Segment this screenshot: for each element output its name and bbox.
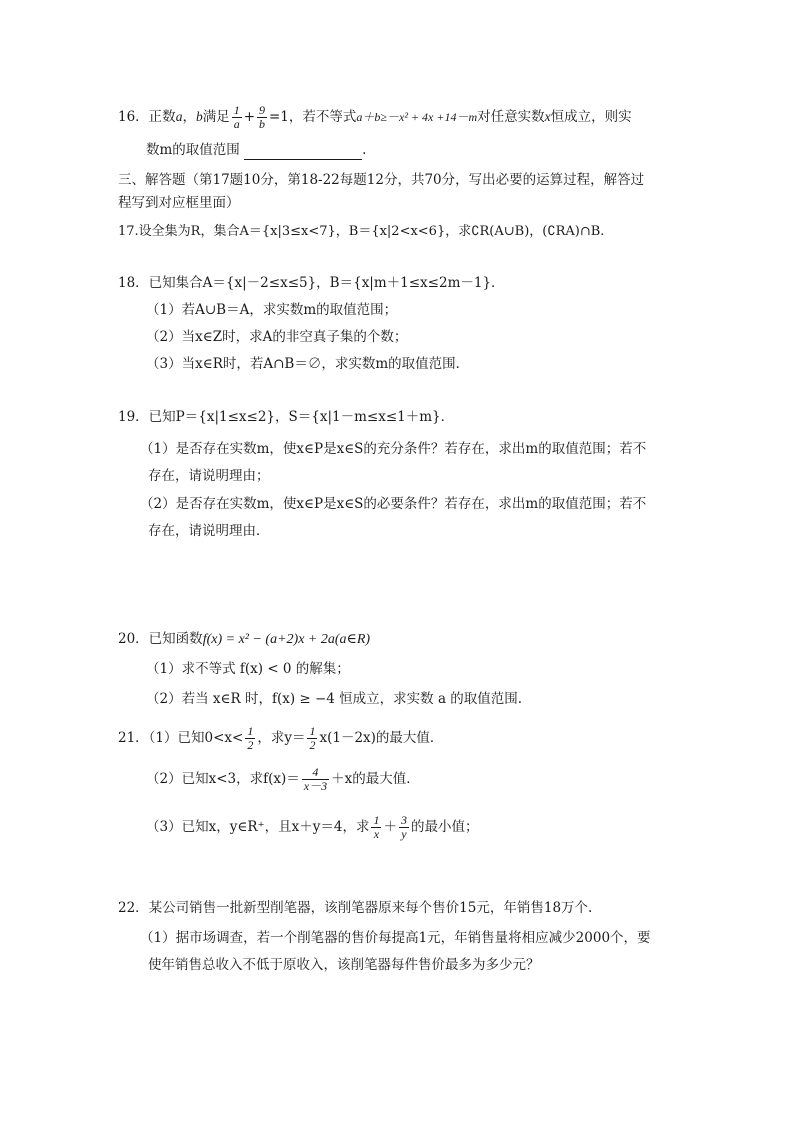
q18-part1: （1）若A∪B＝A，求实数m的取值范围；	[146, 302, 398, 318]
q19-part2-line1: （2）是否存在实数m，使x∈P是x∈S的必要条件？若存在，求出m的取值范围；若不	[140, 496, 647, 512]
numerator: 9	[259, 103, 265, 117]
q16-any-real: 对任意实数	[477, 109, 545, 125]
q22-stem: 22．某公司销售一批新型削笔器，该削笔器原来每个售价15元，年销售18万个.	[118, 900, 593, 916]
q16-tail: 恒成立，则实	[550, 109, 632, 125]
q22-part1-line2: 使年销售总收入不低于原收入，该削笔器每件售价最多为多少元？	[148, 957, 540, 973]
section3-line2: 程写到对应框里面）	[118, 195, 240, 211]
q21-p1-tail: x(1－2x)的最大值．	[319, 730, 444, 746]
q19-part2-line2: 存在，请说明理由．	[148, 523, 270, 539]
fraction-four-over-x-minus-3	[302, 766, 329, 793]
numerator: 1	[247, 724, 254, 738]
var-a: a	[175, 109, 183, 124]
q21-part1	[118, 725, 443, 752]
q19-part1-line2: 存在，请说明理由；	[148, 468, 270, 484]
var-x: x	[544, 109, 551, 124]
q19-part1-line1: （1）是否存在实数m，使x∈P是x∈S的充分条件？若存在，求出m的取值范围；若不	[140, 441, 647, 457]
q20-part1: （1）求不等式 f(x) < 0 的解集；	[146, 661, 350, 677]
fraction-one-half	[245, 725, 255, 752]
comma: ，	[182, 109, 196, 125]
q21-part2	[146, 766, 420, 793]
plus: +	[243, 109, 255, 125]
plus: ＋	[383, 819, 397, 835]
q20-function: f(x) = x² − (a+2)x + 2a(a∈R)	[202, 632, 371, 647]
denominator: 2	[247, 738, 254, 752]
q20-part2: （2）若当 x∈R 时，f(x) ≥ −4 恒成立，求实数 a 的取值范围.	[146, 691, 523, 707]
section3-line1: 三、解答题（第17题10分，第18-22每题12分，共70分，写出必要的运算过程，解答过	[118, 172, 645, 188]
q21-p2-tail: ＋x的最大值．	[331, 771, 420, 787]
q19-stem: 19．已知P＝{x|1≤x≤2}，S＝{x|1－m≤x≤1＋m}．	[118, 409, 455, 425]
q16-line2	[146, 140, 366, 160]
fraction-one-over-x	[371, 814, 381, 841]
q20-stem	[118, 629, 370, 650]
numerator: 1	[373, 813, 380, 827]
q16-equals-one: =1，若不等式	[269, 109, 357, 125]
answer-blank[interactable]	[244, 145, 362, 160]
numerator: 4	[302, 766, 329, 780]
denominator: x	[373, 827, 380, 841]
period: .	[362, 142, 367, 158]
numerator: 1	[233, 103, 240, 117]
numerator: 3	[400, 813, 407, 827]
fraction-one-half-2	[307, 725, 317, 752]
var-b: b	[195, 109, 203, 124]
q16-satisfies: 满足	[202, 109, 230, 125]
q18-part2: （2）当x∈Z时，求A的非空真子集的个数；	[146, 329, 408, 345]
denominator: x－3	[303, 779, 328, 793]
q16-line1	[118, 104, 632, 131]
q21-p1-text: 21．（1）已知0<x<	[118, 730, 244, 746]
q21-p2-text: （2）已知x<3，求f(x)＝	[146, 771, 300, 787]
denominator: a	[233, 117, 240, 131]
numerator: 1	[309, 724, 316, 738]
denominator: 2	[309, 738, 316, 752]
q16-range-text: 数m的取值范围	[146, 142, 240, 158]
q20-label: 20．已知函数	[118, 631, 203, 647]
q21-p1-y: ，求y＝	[257, 730, 306, 746]
q16-label: 16．正数	[118, 109, 176, 125]
fraction-9-over-b	[257, 104, 267, 131]
q21-p3-tail: 的最小值；	[410, 819, 479, 835]
q18-part3: （3）当x∈R时，若A∩B＝∅，求实数m的取值范围．	[146, 356, 470, 372]
q18-stem: 18．已知集合A＝{x|－2≤x≤5}，B＝{x|m＋1≤x≤2m－1}．	[118, 275, 505, 291]
denominator: b	[259, 117, 265, 131]
q22-part1-line1: （1）据市场调查，若一个削笔器的售价每提高1元，年销售量将相应减少2000个，要	[140, 930, 651, 946]
denominator: y	[401, 827, 407, 841]
q16-inequality: a＋b≥－x² + 4x +14－m	[356, 110, 478, 124]
q21-part3	[146, 814, 478, 841]
fraction-three-over-y	[399, 814, 409, 841]
fraction-1-over-a	[232, 104, 242, 131]
q17-text: 17.设全集为R，集合A＝{x|3≤x<7}，B＝{x|2<x<6}，求∁R(A∪B)，(∁RA)∩B.	[118, 224, 605, 239]
q21-p3-text: （3）已知x，y∈R⁺，且x＋y＝4，求	[146, 819, 370, 835]
